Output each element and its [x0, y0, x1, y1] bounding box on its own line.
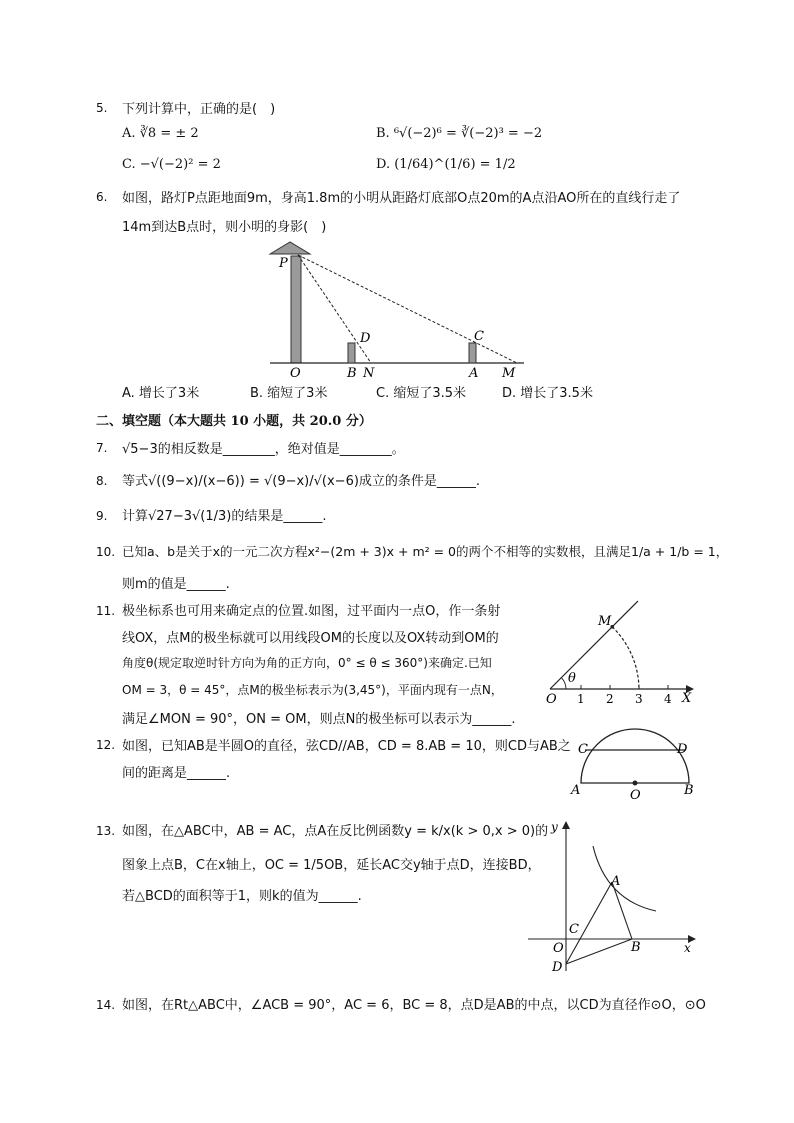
- q12-line1: 如图，已知AB是半圆O的直径，弦CD//AB，CD = 8.AB = 10，则CD与AB之: [122, 739, 571, 754]
- semicircle: [581, 729, 689, 783]
- label-p: P: [279, 256, 288, 271]
- center-o: [633, 781, 638, 786]
- lamp-pole: [291, 256, 301, 363]
- segment-ab: [612, 882, 632, 939]
- tick-label-3: 3: [635, 692, 643, 706]
- q5-stem: 下列计算中，正确的是( ): [122, 102, 276, 117]
- ray-p-to-n: [298, 255, 371, 363]
- y-axis-arrow: [562, 821, 570, 829]
- tick-label-1: 1: [577, 692, 585, 706]
- q11-line2: 线OX，点M的极坐标就可以用线段OM的长度以及OX转动到OM的: [122, 631, 499, 646]
- q12-figure: [566, 728, 706, 802]
- q5-option-c: C. −√(−2)² = 2: [122, 157, 221, 172]
- q6-figure: [262, 238, 532, 378]
- arc-m-to-3: [612, 627, 639, 689]
- label-o: O: [553, 941, 564, 956]
- label-x: X: [682, 691, 692, 706]
- q11-line4: OM = 3，θ = 45°，点M的极坐标表示为(3,45°)，平面内现有一点N，: [122, 683, 503, 697]
- section-title: 二、填空题（本大题共 10 小题，共 20.0 分）: [96, 414, 372, 429]
- label-c: C: [474, 329, 484, 344]
- tick-label-2: 2: [606, 692, 614, 706]
- q11-line5: 满足∠MON = 90°，ON = OM，则点N的极坐标可以表示为______.: [122, 712, 516, 727]
- label-m: M: [502, 366, 516, 378]
- q7-number: 7.: [96, 441, 108, 455]
- q14-line1: 如图，在Rt△ABC中，∠ACB = 90°，AC = 6，BC = 8，点D是AB的中点，以CD为直径作⊙O，⊙O: [122, 998, 706, 1013]
- q10-line2: 则m的值是______.: [122, 577, 230, 592]
- q11-line1: 极坐标系也可用来确定点的位置.如图，过平面内一点O，作一条射: [122, 604, 501, 619]
- q5-option-b: B. ⁶√(−2)⁶ = ∛(−2)³ = −2: [376, 126, 543, 141]
- ray-om: [550, 601, 638, 689]
- q6-number: 6.: [96, 190, 108, 204]
- tick-label-4: 4: [664, 692, 672, 706]
- label-d: D: [360, 331, 371, 346]
- theta-arc: [561, 678, 566, 689]
- lamp-cap: [270, 242, 310, 254]
- q11-line3: 角度θ(规定取逆时针方向为角的正方向，0° ≤ θ ≤ 360°)来确定.已知: [122, 656, 492, 670]
- q6-option-a: A. 增长了3米: [122, 386, 200, 401]
- label-y: y: [551, 820, 558, 834]
- label-n: N: [363, 366, 375, 378]
- label-theta: θ: [568, 671, 576, 686]
- q5-number: 5.: [96, 101, 108, 115]
- q10-line1: 已知a、b是关于x的一元二次方程x²−(2m + 3)x + m² = 0的两个不相等的实数根，且满足1/a + 1/b = 1，: [122, 544, 729, 559]
- q6-line2: 14m到达B点时，则小明的身影( ): [122, 220, 327, 235]
- q6-line1: 如图，路灯P点距地面9m，身高1.8m的小明从距路灯底部O点20m的A点沿AO所在的直线行走了: [122, 191, 681, 206]
- person-at-a: [469, 343, 476, 363]
- q9-text: 计算√27−3√(1/3)的结果是______.: [122, 509, 327, 524]
- label-o: O: [630, 788, 641, 802]
- q13-line1: 如图，在△ABC中，AB = AC，点A在反比例函数y = k/x(k > 0,x > 0)的: [122, 824, 549, 839]
- ray-p-to-m: [298, 255, 517, 363]
- label-x: x: [684, 941, 691, 955]
- label-c: C: [578, 742, 588, 757]
- label-c: C: [569, 922, 579, 937]
- q8-text: 等式√((9−x)/(x−6)) = √(9−x)/√(x−6)成立的条件是______.: [122, 474, 481, 489]
- q8-number: 8.: [96, 474, 108, 488]
- q11-figure: [540, 596, 700, 706]
- q11-number: 11.: [96, 604, 116, 618]
- person-at-b: [348, 343, 355, 363]
- q5-option-a: A. ∛8 = ± 2: [122, 126, 199, 141]
- label-m: M: [598, 614, 612, 629]
- q7-text: √5−3的相反数是________，绝对值是________。: [122, 442, 405, 457]
- q6-option-b: B. 缩短了3米: [250, 386, 328, 401]
- segment-bd: [566, 939, 632, 964]
- label-a: A: [611, 874, 621, 889]
- q13-figure: [524, 815, 704, 975]
- label-b: B: [347, 366, 357, 378]
- q13-line3: 若△BCD的面积等于1，则k的值为______.: [122, 889, 362, 904]
- label-o: O: [290, 366, 301, 378]
- q5-option-d: D. (1/64)^(1/6) = 1/2: [376, 157, 516, 172]
- label-a: A: [469, 366, 479, 378]
- q13-line2: 图象上点B，C在x轴上，OC = 1/5OB，延长AC交y轴于点D，连接BD，: [122, 858, 541, 873]
- q10-number: 10.: [96, 545, 116, 559]
- q12-number: 12.: [96, 738, 116, 752]
- label-d: D: [552, 960, 563, 975]
- hyperbola: [593, 846, 656, 911]
- q12-line2: 间的距离是______.: [122, 766, 231, 781]
- q6-option-d: D. 增长了3.5米: [502, 386, 593, 401]
- label-b: B: [631, 940, 641, 955]
- q9-number: 9.: [96, 509, 108, 523]
- q6-option-c: C. 缩短了3.5米: [376, 386, 467, 401]
- label-d: D: [677, 742, 688, 757]
- label-o: O: [546, 692, 557, 706]
- label-b: B: [684, 783, 694, 798]
- q14-number: 14.: [96, 998, 116, 1012]
- q13-number: 13.: [96, 824, 116, 838]
- label-a: A: [571, 783, 581, 798]
